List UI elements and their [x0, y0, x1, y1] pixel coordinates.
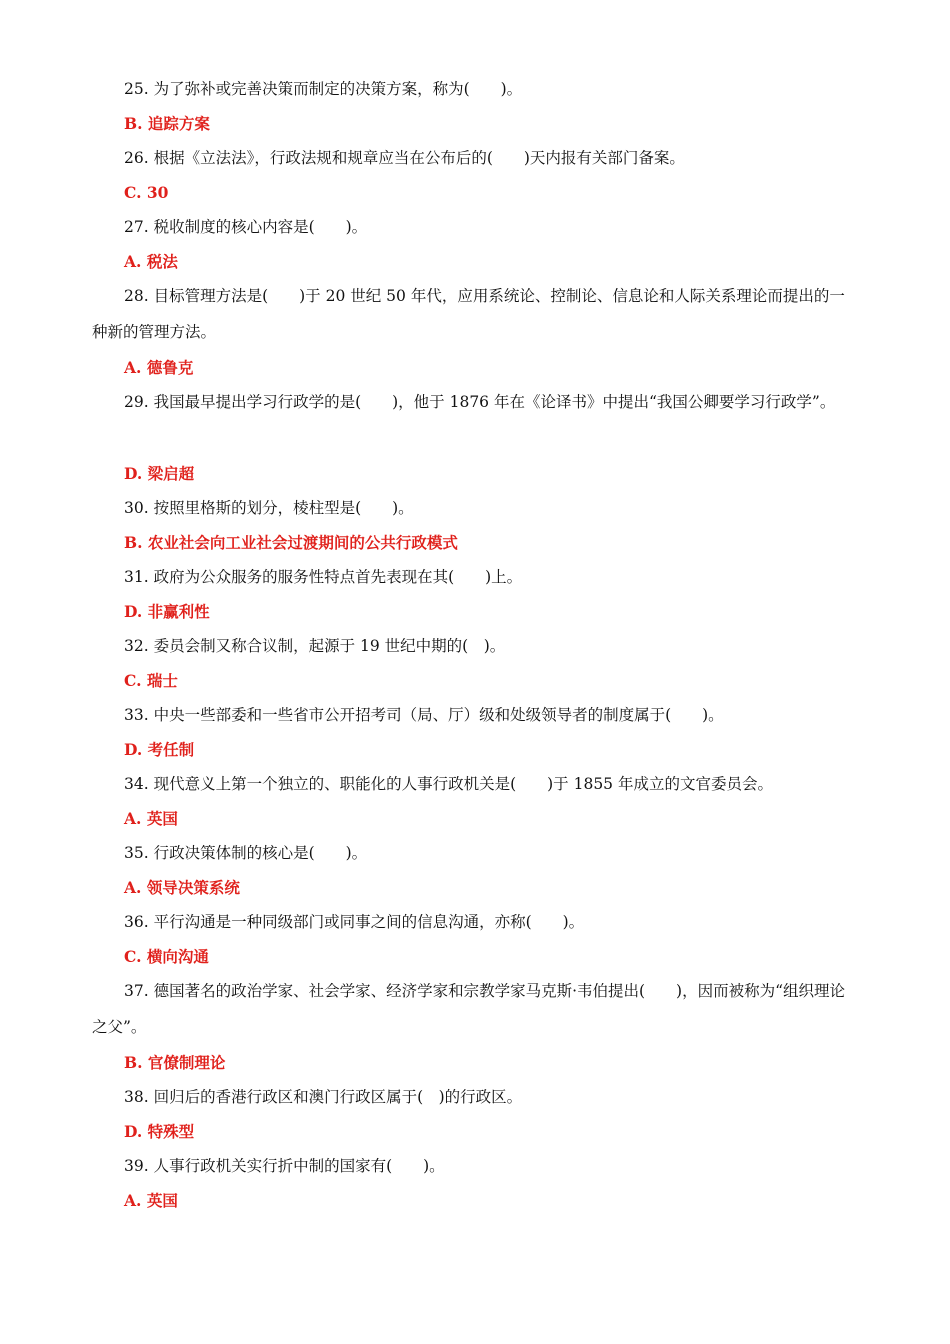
question-32: 32. 委员会制又称合议制，起源于 19 世纪中期的( )。 [124, 637, 506, 655]
answer-28: A. 德鲁克 [124, 358, 194, 377]
question-38: 38. 回归后的香港行政区和澳门行政区属于( )的行政区。 [124, 1088, 523, 1106]
question-36: 36. 平行沟通是一种同级部门或同事之间的信息沟通，亦称( )。 [124, 913, 585, 931]
answer-31: D. 非赢利性 [124, 602, 210, 621]
question-26: 26. 根据《立法法》，行政法规和规章应当在公布后的( )天内报有关部门备案。 [124, 149, 685, 167]
answer-38: D. 特殊型 [124, 1122, 195, 1141]
answer-34: A. 英国 [124, 809, 178, 828]
question-39: 39. 人事行政机关实行折中制的国家有( )。 [124, 1157, 445, 1175]
answer-29: D. 梁启超 [124, 464, 195, 483]
question-28: 28. 目标管理方法是( )于 20 世纪 50 年代，应用系统论、控制论、信息论和人际关系理论而提出的一种新的管理方法。 [92, 287, 845, 341]
question-31: 31. 政府为公众服务的服务性特点首先表现在其( )上。 [124, 568, 523, 586]
answer-39: A. 英国 [124, 1191, 178, 1210]
question-34: 34. 现代意义上第一个独立的、职能化的人事行政机关是( )于 1855 年成立的文官委员会。 [124, 775, 773, 793]
answer-32: C. 瑞士 [124, 671, 178, 690]
question-35: 35. 行政决策体制的核心是( )。 [124, 844, 368, 862]
question-29: 29. 我国最早提出学习行政学的是( )，他于 1876 年在《论译书》中提出“我国公卿要学习行政学”。 [124, 393, 836, 411]
answer-36: C. 横向沟通 [124, 947, 209, 966]
answer-26: C. 30 [124, 183, 169, 202]
answer-25: B. 追踪方案 [124, 114, 210, 133]
question-37: 37. 德国著名的政治学家、社会学家、经济学家和宗教学家马克斯·韦伯提出( )，因而被称为“组织理论之父”。 [92, 982, 846, 1036]
answer-33: D. 考任制 [124, 740, 195, 759]
answer-35: A. 领导决策系统 [124, 878, 240, 897]
answer-37: B. 官僚制理论 [124, 1053, 226, 1072]
answer-30: B. 农业社会向工业社会过渡期间的公共行政模式 [124, 533, 458, 552]
answer-27: A. 税法 [124, 252, 178, 271]
question-27: 27. 税收制度的核心内容是( )。 [124, 218, 368, 236]
question-33: 33. 中央一些部委和一些省市公开招考司（局、厅）级和处级领导者的制度属于( )。 [124, 706, 724, 724]
question-25: 25. 为了弥补或完善决策而制定的决策方案，称为( )。 [124, 80, 523, 98]
question-30: 30. 按照里格斯的划分，棱柱型是( )。 [124, 499, 414, 517]
